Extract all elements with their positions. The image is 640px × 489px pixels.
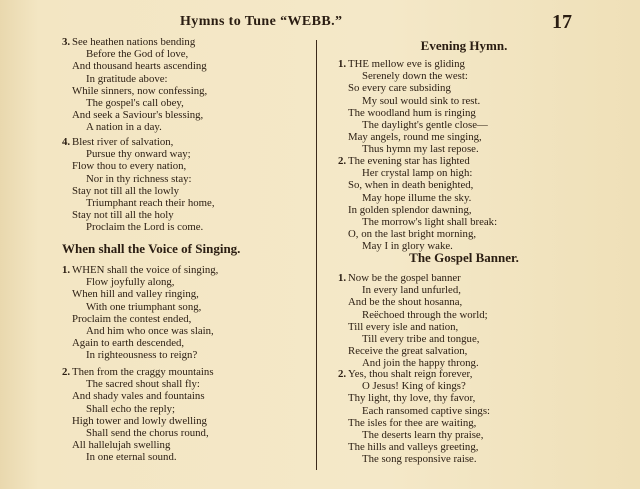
stanza-number: 1. — [338, 58, 347, 70]
verse-line: High tower and lowly dwelling — [72, 414, 207, 427]
verse-line: THE mellow eve is gliding — [348, 58, 465, 70]
verse-line: Flow thou to every nation, — [72, 160, 187, 173]
verse-line: Receive the great salvation, — [348, 345, 468, 358]
verse-line: May I in glory wake. — [362, 240, 453, 253]
verse-line: The evening star has lighted — [348, 155, 470, 167]
verse-line: And seek a Saviour's blessing, — [72, 109, 204, 122]
verse-line: Her crystal lamp on high: — [362, 167, 473, 180]
stanza-number: 2. — [338, 155, 347, 167]
verse-line: So, when in death benighted, — [348, 179, 474, 192]
verse-line: In one eternal sound. — [86, 451, 177, 464]
verse-line: Blest river of salvation, — [72, 136, 174, 148]
hymn-title: The Gospel Banner. — [409, 250, 519, 265]
verse-line: While sinners, now confessing, — [72, 84, 208, 97]
verse-line: The isles for thee are waiting, — [348, 416, 477, 429]
verse-line: And thousand hearts ascending — [72, 60, 207, 73]
verse-line: The song responsive raise. — [362, 453, 477, 466]
stanza-number: 3. — [62, 36, 71, 48]
verse-line: The morrow's light shall break: — [362, 216, 498, 229]
stanza-blest-river — [62, 136, 215, 234]
verse-line: Stay not till all the lowly — [72, 184, 180, 197]
verse-line: The daylight's gentle close— — [362, 119, 488, 132]
verse-line: Now be the gospel banner — [348, 272, 461, 284]
verse-line: In righteousness to reign? — [86, 349, 198, 362]
verse-line: With one triumphant song, — [86, 300, 202, 313]
verse-line: Before the God of love, — [86, 48, 189, 61]
verse-line: A nation in a day. — [86, 121, 162, 134]
verse-line: In gratitude above: — [86, 72, 168, 85]
verse-line: O, on the last bright morning, — [348, 228, 477, 241]
stanza-evening-star — [338, 155, 498, 253]
verse-line: My soul would sink to rest. — [362, 94, 481, 107]
verse-line: So every care subsiding — [348, 82, 451, 95]
verse-line: The deserts learn thy praise, — [362, 429, 484, 442]
verse-line: And him who once was slain, — [86, 325, 214, 338]
stanza-number: 4. — [62, 136, 71, 148]
verse-line: All hallelujah swelling — [72, 439, 171, 452]
verse-line: Thy light, thy love, thy favor, — [348, 392, 476, 405]
verse-line: See heathen nations bending — [72, 36, 196, 48]
verse-line: Till every tribe and tongue, — [362, 333, 480, 346]
verse-line: When hill and valley ringing, — [72, 288, 199, 301]
verse-line: Proclaim the contest ended, — [72, 312, 192, 325]
verse-line: And be the shout hosanna, — [348, 296, 463, 309]
verse-line: Stay not till all the holy — [72, 209, 174, 222]
stanza-number: 1. — [62, 264, 71, 276]
verse-line: Serenely down the west: — [362, 70, 468, 83]
verse-line: In golden splendor dawning, — [348, 203, 472, 216]
stanza-see-heathen — [62, 36, 208, 134]
verse-line: Then from the craggy mountains — [72, 366, 214, 378]
hymn-title: When shall the Voice of Singing. — [62, 241, 241, 256]
verse-line: Nor in thy richness stay: — [86, 172, 192, 185]
stanza-number: 2. — [338, 368, 347, 380]
verse-line: Till every isle and nation, — [348, 320, 459, 333]
verse-line: The woodland hum is ringing — [348, 106, 476, 119]
verse-line: WHEN shall the voice of singing, — [72, 264, 219, 276]
verse-line: The hills and valleys greeting, — [348, 441, 479, 454]
verse-line: Yes, thou shalt reign forever, — [348, 368, 473, 380]
stanza-mellow-eve — [338, 58, 488, 156]
stanza-gospel-banner — [338, 272, 488, 370]
verse-line: May hope illume the sky. — [362, 191, 472, 204]
verse-line: Flow joyfully along, — [86, 276, 175, 289]
stanza-reign-forever — [338, 368, 491, 466]
verse-line: Shall echo the reply; — [86, 402, 176, 415]
column-divider — [316, 40, 317, 470]
page-number: 17 — [552, 11, 572, 33]
verse-line: O Jesus! King of kings? — [362, 380, 466, 393]
verse-line: May angels, round me singing, — [348, 131, 482, 144]
verse-line: And shady vales and fountains — [72, 390, 205, 403]
verse-line: In every land unfurled, — [362, 284, 461, 297]
page-header: Hymns to Tune “WEBB.” — [180, 14, 343, 29]
verse-line: And join the happy throng. — [362, 357, 479, 370]
stanza-when-shall — [62, 264, 219, 362]
verse-line: Triumphant reach their home, — [86, 197, 215, 210]
verse-line: Each ransomed captive sings: — [362, 404, 491, 417]
verse-line: Thus hymn my last repose. — [362, 143, 479, 156]
hymn-title: Evening Hymn. — [420, 38, 508, 53]
verse-line: The gospel's call obey, — [86, 97, 184, 110]
verse-line: Pursue thy onward way; — [86, 148, 191, 161]
verse-line: Proclaim the Lord is come. — [86, 221, 204, 234]
stanza-number: 2. — [62, 366, 71, 378]
verse-line: Again to earth descended, — [72, 337, 185, 350]
verse-line: The sacred shout shall fly: — [86, 378, 200, 391]
verse-line: Reëchoed through the world; — [362, 308, 488, 321]
verse-line: Shall send the chorus round, — [86, 427, 209, 440]
stanza-craggy-mountains — [62, 366, 214, 464]
stanza-number: 1. — [338, 272, 347, 284]
